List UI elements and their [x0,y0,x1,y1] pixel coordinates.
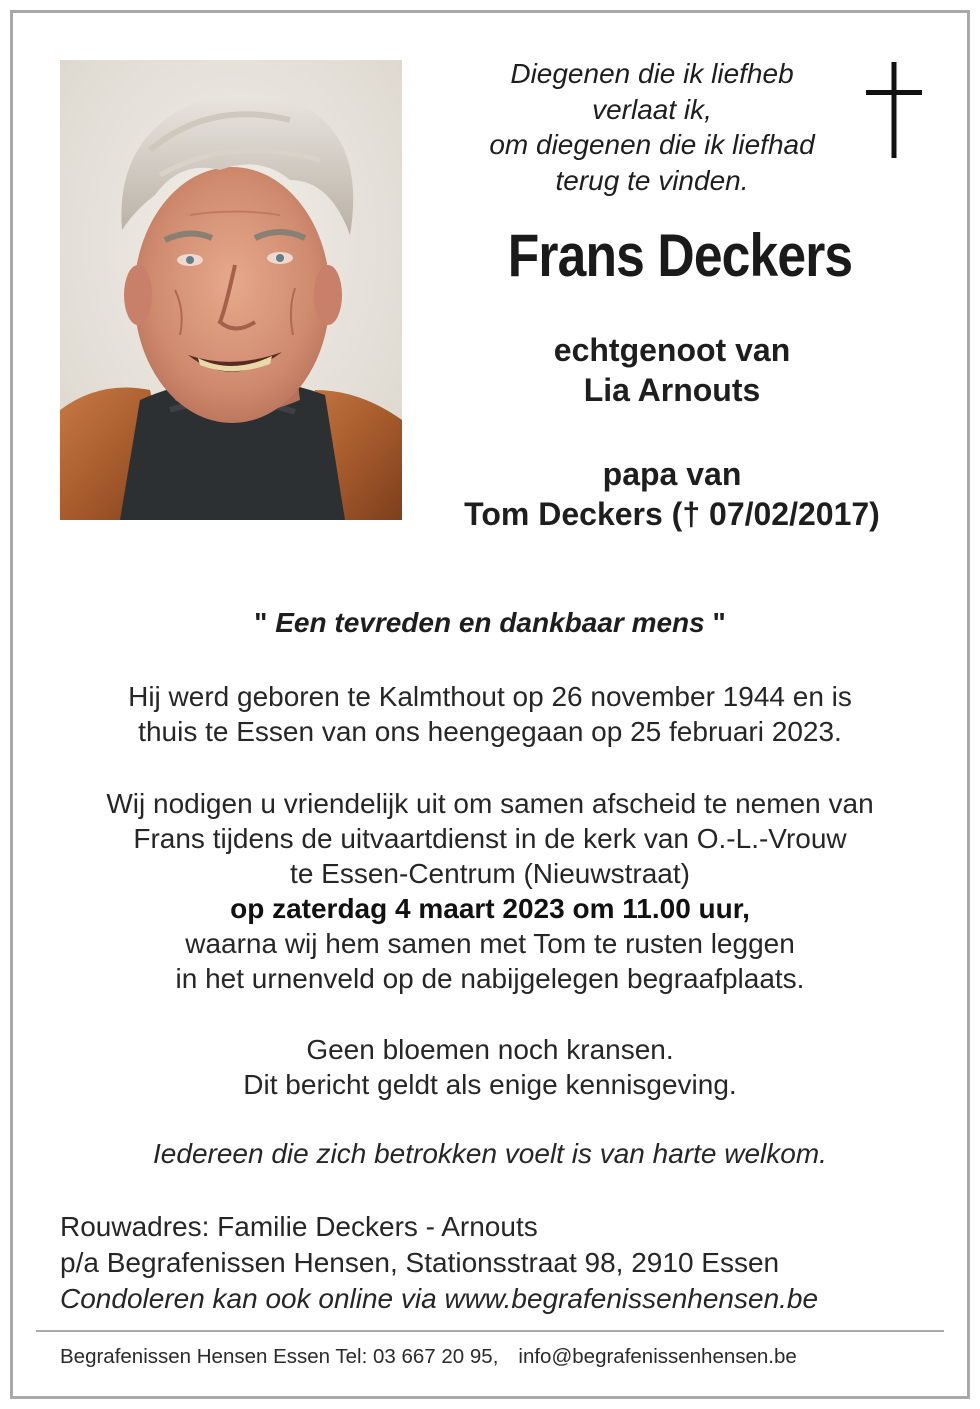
service-line: te Essen-Centrum (Nieuwstraat) [290,858,690,889]
spouse-label: echtgenoot van [553,332,791,368]
service-line: Frans tijdens de uitvaartdienst in de kerk van O.-L.-Vrouw [133,823,847,854]
notice-line: Geen bloemen noch kransen. [306,1034,674,1065]
motto-open-quote: " [254,607,276,638]
spouse-name: Lia Arnouts [583,372,761,408]
address-line: p/a Begrafenissen Hensen, Stationsstraat 98, 2910 Essen [60,1247,780,1278]
spouse-block [420,330,924,410]
welcome-line: Iedereen die zich betrokken voelt is van harte welkom. [153,1138,827,1169]
mourning-address [60,1209,940,1317]
service-line: in het urnenveld op de nabijgelegen begraafplaats. [175,963,805,994]
footer-divider [36,1330,944,1332]
footer [60,1343,930,1371]
motto-text: Een tevreden en dankbaar mens [275,607,705,638]
service-date: op zaterdag 4 maart 2023 om 11.00 uur, [230,893,750,924]
address-line: Rouwadres: Familie Deckers - Arnouts [60,1211,538,1242]
motto [0,605,980,641]
announcement-line: Hij werd geboren te Kalmthout op 26 november 1944 en is [128,681,852,712]
service-line: Wij nodigen u vriendelijk uit om samen afscheid te nemen van [106,788,874,819]
service-line: waarna wij hem samen met Tom te rusten leggen [185,928,795,959]
poem-line: om diegenen die ik liefhad [489,129,815,160]
motto-close-quote: " [704,607,726,638]
footer-company-phone: Begrafenissen Hensen Essen Tel: 03 667 20 95, [60,1345,499,1368]
child-name: Tom Deckers († 07/02/2017) [464,496,880,532]
poem-line: terug te vinden. [555,164,749,196]
birth-death-announcement [30,679,950,749]
notice [30,1032,950,1102]
notice-line: Dit bericht geldt als enige kennisgeving. [243,1069,737,1100]
portrait-photo [60,60,402,520]
service-invitation [30,786,950,996]
condolence-line: Condoleren kan ook online via www.begrafenissenhensen.be [60,1283,819,1314]
footer-email: info@begrafenissenhensen.be [518,1345,797,1368]
deceased-name: Frans Deckers [507,222,853,289]
child-block [420,454,924,534]
poem-line: verlaat ik, [592,93,712,125]
latin-cross-icon [866,62,922,158]
announcement-line: thuis te Essen van ons heengegaan op 25 februari 2023. [138,716,842,747]
child-label: papa van [602,456,742,492]
poem-line: Diegenen die ik liefheb [510,58,794,89]
poem [452,56,852,198]
